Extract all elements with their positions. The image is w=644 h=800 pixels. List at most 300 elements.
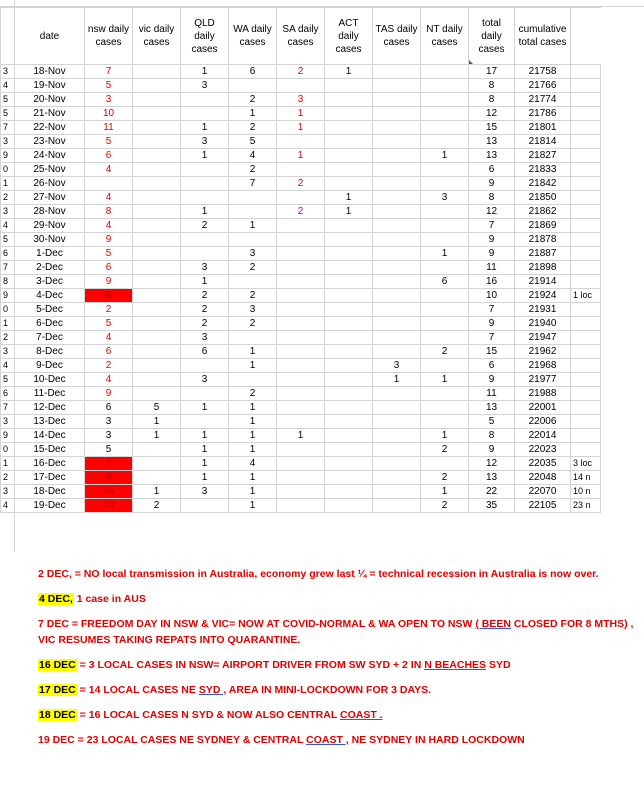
cell-note[interactable]: 23 n [571, 499, 601, 513]
cell-tas[interactable] [373, 415, 421, 429]
cell-qld[interactable]: 1 [181, 149, 229, 163]
cell-total[interactable]: 9 [469, 177, 515, 191]
cell-cum[interactable]: 22070 [515, 485, 571, 499]
cell-date[interactable]: 19-Dec [15, 499, 85, 513]
cell-qld[interactable]: 1 [181, 457, 229, 471]
cell-nt[interactable] [421, 457, 469, 471]
cell-total[interactable]: 9 [469, 233, 515, 247]
col-header-extra[interactable] [571, 8, 601, 65]
row-number[interactable]: 9 [1, 429, 15, 443]
cell-qld[interactable] [181, 177, 229, 191]
cell-total[interactable]: 9 [469, 317, 515, 331]
cell-note[interactable] [571, 191, 601, 205]
cell-total[interactable]: 7 [469, 331, 515, 345]
col-header-cumulative[interactable]: cumulative total cases [515, 8, 571, 65]
cell-cum[interactable]: 21842 [515, 177, 571, 191]
cell-tas[interactable] [373, 65, 421, 79]
col-header-nsw[interactable]: nsw daily cases [85, 8, 133, 65]
cell-nt[interactable] [421, 107, 469, 121]
cell-total[interactable]: 7 [469, 219, 515, 233]
row-number[interactable]: 8 [1, 275, 15, 289]
cell-tas[interactable] [373, 303, 421, 317]
cell-act[interactable] [325, 359, 373, 373]
col-header-wa[interactable]: WA daily cases [229, 8, 277, 65]
cell-act[interactable] [325, 79, 373, 93]
row-number[interactable]: 5 [1, 373, 15, 387]
cell-vic[interactable]: 1 [133, 485, 181, 499]
cell-wa[interactable]: 1 [229, 345, 277, 359]
cell-nt[interactable]: 2 [421, 443, 469, 457]
cell-sa[interactable] [277, 373, 325, 387]
cell-wa[interactable]: 4 [229, 149, 277, 163]
cell-nsw[interactable]: 6 [85, 345, 133, 359]
cell-vic[interactable] [133, 163, 181, 177]
row-number[interactable]: 2 [1, 471, 15, 485]
cell-nt[interactable]: 6 [421, 275, 469, 289]
cell-vic[interactable] [133, 149, 181, 163]
cell-vic[interactable] [133, 205, 181, 219]
cell-note[interactable] [571, 121, 601, 135]
cell-nsw[interactable]: 10 [85, 107, 133, 121]
cell-sa[interactable]: 2 [277, 65, 325, 79]
cell-date[interactable]: 30-Nov [15, 233, 85, 247]
cell-total[interactable]: 5 [469, 415, 515, 429]
cell-vic[interactable] [133, 345, 181, 359]
cell-tas[interactable] [373, 289, 421, 303]
row-number[interactable]: 6 [1, 247, 15, 261]
cell-tas[interactable] [373, 205, 421, 219]
cell-vic[interactable] [133, 219, 181, 233]
cell-tas[interactable] [373, 79, 421, 93]
cell-tas[interactable] [373, 499, 421, 513]
cell-sa[interactable]: 1 [277, 107, 325, 121]
cell-vic[interactable] [133, 373, 181, 387]
cell-nt[interactable] [421, 387, 469, 401]
cell-nsw[interactable]: 2 [85, 303, 133, 317]
cell-nsw[interactable]: 30 [85, 499, 133, 513]
cell-qld[interactable]: 1 [181, 429, 229, 443]
cell-wa[interactable]: 1 [229, 401, 277, 415]
cell-nt[interactable] [421, 177, 469, 191]
cell-date[interactable]: 15-Dec [15, 443, 85, 457]
cell-cum[interactable]: 21977 [515, 373, 571, 387]
cell-qld[interactable] [181, 415, 229, 429]
cell-wa[interactable] [229, 205, 277, 219]
cell-vic[interactable] [133, 359, 181, 373]
row-number[interactable]: 7 [1, 401, 15, 415]
cell-nsw[interactable]: 6 [85, 289, 133, 303]
cell-note[interactable] [571, 233, 601, 247]
cell-date[interactable]: 29-Nov [15, 219, 85, 233]
cell-nsw[interactable]: 16 [85, 485, 133, 499]
cell-total[interactable]: 15 [469, 345, 515, 359]
cell-nsw[interactable]: 5 [85, 79, 133, 93]
cell-qld[interactable]: 3 [181, 373, 229, 387]
cell-nt[interactable] [421, 65, 469, 79]
cell-cum[interactable]: 21862 [515, 205, 571, 219]
cell-cum[interactable]: 21878 [515, 233, 571, 247]
cell-qld[interactable]: 1 [181, 471, 229, 485]
cell-tas[interactable] [373, 331, 421, 345]
cell-total[interactable]: 12 [469, 457, 515, 471]
col-header-vic[interactable]: vic daily cases [133, 8, 181, 65]
cell-date[interactable]: 28-Nov [15, 205, 85, 219]
cell-tas[interactable] [373, 401, 421, 415]
cell-cum[interactable]: 21968 [515, 359, 571, 373]
cell-vic[interactable]: 1 [133, 415, 181, 429]
cell-sa[interactable]: 2 [277, 205, 325, 219]
cell-total[interactable]: 22 [469, 485, 515, 499]
cell-vic[interactable] [133, 191, 181, 205]
cell-note[interactable] [571, 373, 601, 387]
cell-note[interactable] [571, 205, 601, 219]
cell-nsw[interactable]: 9 [85, 233, 133, 247]
cell-total[interactable]: 10 [469, 289, 515, 303]
cell-date[interactable]: 5-Dec [15, 303, 85, 317]
cell-date[interactable]: 16-Dec [15, 457, 85, 471]
cell-nsw[interactable] [85, 177, 133, 191]
cell-note[interactable] [571, 359, 601, 373]
cell-cum[interactable]: 21833 [515, 163, 571, 177]
cell-nsw[interactable]: 3 [85, 93, 133, 107]
cell-vic[interactable] [133, 247, 181, 261]
cell-cum[interactable]: 22048 [515, 471, 571, 485]
row-number[interactable]: 4 [1, 219, 15, 233]
cell-qld[interactable] [181, 107, 229, 121]
cell-nt[interactable] [421, 205, 469, 219]
cell-wa[interactable]: 1 [229, 107, 277, 121]
row-number[interactable]: 9 [1, 149, 15, 163]
cell-sa[interactable] [277, 219, 325, 233]
cell-note[interactable] [571, 149, 601, 163]
cell-qld[interactable]: 1 [181, 443, 229, 457]
cell-qld[interactable]: 3 [181, 135, 229, 149]
cell-total[interactable]: 11 [469, 261, 515, 275]
cell-qld[interactable]: 2 [181, 317, 229, 331]
cell-nt[interactable] [421, 163, 469, 177]
cell-nsw[interactable]: 8 [85, 205, 133, 219]
cell-nt[interactable] [421, 415, 469, 429]
cell-sa[interactable] [277, 289, 325, 303]
cell-tas[interactable]: 1 [373, 373, 421, 387]
cell-cum[interactable]: 21988 [515, 387, 571, 401]
cell-tas[interactable] [373, 219, 421, 233]
cell-cum[interactable]: 22105 [515, 499, 571, 513]
cell-qld[interactable]: 1 [181, 401, 229, 415]
cell-vic[interactable] [133, 79, 181, 93]
cell-act[interactable] [325, 93, 373, 107]
cell-nsw[interactable]: 4 [85, 191, 133, 205]
cell-vic[interactable] [133, 331, 181, 345]
cell-vic[interactable] [133, 289, 181, 303]
cell-vic[interactable] [133, 275, 181, 289]
cell-sa[interactable] [277, 135, 325, 149]
cell-date[interactable]: 9-Dec [15, 359, 85, 373]
cell-tas[interactable] [373, 247, 421, 261]
cell-nt[interactable] [421, 135, 469, 149]
cell-cum[interactable]: 21801 [515, 121, 571, 135]
col-header-act[interactable]: ACT daily cases [325, 8, 373, 65]
col-header-tas[interactable]: TAS daily cases [373, 8, 421, 65]
cell-note[interactable] [571, 247, 601, 261]
cell-nsw[interactable]: 4 [85, 331, 133, 345]
cell-nt[interactable]: 1 [421, 429, 469, 443]
cell-date[interactable]: 26-Nov [15, 177, 85, 191]
cell-tas[interactable] [373, 485, 421, 499]
cell-nsw[interactable]: 5 [85, 247, 133, 261]
cell-nsw[interactable]: 4 [85, 373, 133, 387]
cell-date[interactable]: 22-Nov [15, 121, 85, 135]
cell-tas[interactable] [373, 107, 421, 121]
cell-qld[interactable]: 1 [181, 65, 229, 79]
cell-wa[interactable]: 1 [229, 443, 277, 457]
cell-qld[interactable]: 1 [181, 205, 229, 219]
cell-vic[interactable] [133, 303, 181, 317]
cell-total[interactable]: 8 [469, 93, 515, 107]
row-number[interactable]: 4 [1, 79, 15, 93]
cell-qld[interactable] [181, 387, 229, 401]
cell-vic[interactable] [133, 121, 181, 135]
cell-cum[interactable]: 21931 [515, 303, 571, 317]
cell-note[interactable] [571, 415, 601, 429]
cell-cum[interactable]: 21924 [515, 289, 571, 303]
cell-date[interactable]: 20-Nov [15, 93, 85, 107]
cell-vic[interactable] [133, 135, 181, 149]
cell-act[interactable] [325, 289, 373, 303]
cell-note[interactable] [571, 443, 601, 457]
cell-wa[interactable]: 2 [229, 387, 277, 401]
cell-tas[interactable] [373, 429, 421, 443]
row-number[interactable]: 3 [1, 485, 15, 499]
row-number[interactable]: 5 [1, 233, 15, 247]
row-number[interactable]: 3 [1, 65, 15, 79]
cell-act[interactable] [325, 415, 373, 429]
cell-wa[interactable]: 6 [229, 65, 277, 79]
cell-total[interactable]: 8 [469, 191, 515, 205]
cell-nt[interactable] [421, 401, 469, 415]
cell-date[interactable]: 11-Dec [15, 387, 85, 401]
cell-total[interactable]: 9 [469, 443, 515, 457]
cell-nt[interactable]: 2 [421, 345, 469, 359]
cell-tas[interactable] [373, 93, 421, 107]
cell-cum[interactable]: 21898 [515, 261, 571, 275]
cell-nt[interactable]: 1 [421, 373, 469, 387]
cell-total[interactable]: 8 [469, 429, 515, 443]
cell-nsw[interactable]: 5 [85, 317, 133, 331]
cell-act[interactable] [325, 177, 373, 191]
row-number[interactable]: 7 [1, 121, 15, 135]
cell-act[interactable] [325, 121, 373, 135]
cell-date[interactable]: 1-Dec [15, 247, 85, 261]
cell-total[interactable]: 9 [469, 247, 515, 261]
cell-wa[interactable] [229, 79, 277, 93]
cell-total[interactable]: 13 [469, 401, 515, 415]
cell-wa[interactable]: 1 [229, 429, 277, 443]
cell-act[interactable]: 1 [325, 191, 373, 205]
cell-tas[interactable]: 3 [373, 359, 421, 373]
cell-wa[interactable]: 1 [229, 471, 277, 485]
cell-sa[interactable] [277, 303, 325, 317]
cell-act[interactable] [325, 275, 373, 289]
cell-wa[interactable]: 1 [229, 499, 277, 513]
cell-wa[interactable]: 2 [229, 261, 277, 275]
cell-sa[interactable] [277, 415, 325, 429]
cell-qld[interactable]: 1 [181, 121, 229, 135]
cell-cum[interactable]: 21869 [515, 219, 571, 233]
cell-note[interactable]: 3 loc [571, 457, 601, 471]
cell-wa[interactable]: 7 [229, 177, 277, 191]
cell-vic[interactable] [133, 457, 181, 471]
cell-vic[interactable] [133, 261, 181, 275]
cell-nsw[interactable]: 2 [85, 359, 133, 373]
cell-date[interactable]: 24-Nov [15, 149, 85, 163]
cell-tas[interactable] [373, 443, 421, 457]
cell-sa[interactable] [277, 191, 325, 205]
cell-qld[interactable]: 3 [181, 485, 229, 499]
cell-act[interactable] [325, 499, 373, 513]
cell-act[interactable] [325, 373, 373, 387]
cell-note[interactable] [571, 107, 601, 121]
row-number[interactable]: 1 [1, 457, 15, 471]
cell-total[interactable]: 15 [469, 121, 515, 135]
cell-act[interactable] [325, 163, 373, 177]
cell-cum[interactable]: 21814 [515, 135, 571, 149]
cell-wa[interactable]: 1 [229, 415, 277, 429]
cell-note[interactable]: 14 n [571, 471, 601, 485]
cell-sa[interactable] [277, 233, 325, 247]
cell-date[interactable]: 23-Nov [15, 135, 85, 149]
cell-date[interactable]: 27-Nov [15, 191, 85, 205]
cell-wa[interactable]: 2 [229, 317, 277, 331]
col-header-total[interactable] [469, 8, 515, 65]
cell-qld[interactable]: 3 [181, 331, 229, 345]
cell-tas[interactable] [373, 191, 421, 205]
row-number[interactable]: 7 [1, 261, 15, 275]
cell-sa[interactable]: 1 [277, 429, 325, 443]
cell-sa[interactable] [277, 387, 325, 401]
cell-tas[interactable] [373, 471, 421, 485]
cell-nt[interactable]: 1 [421, 149, 469, 163]
cell-nsw[interactable]: 7 [85, 457, 133, 471]
row-number[interactable]: 5 [1, 93, 15, 107]
cell-vic[interactable] [133, 387, 181, 401]
cell-nsw[interactable]: 6 [85, 261, 133, 275]
cell-nsw[interactable]: 11 [85, 121, 133, 135]
cell-cum[interactable]: 22035 [515, 457, 571, 471]
cell-note[interactable] [571, 303, 601, 317]
cell-nt[interactable] [421, 303, 469, 317]
cell-total[interactable]: 7 [469, 303, 515, 317]
cell-wa[interactable]: 2 [229, 163, 277, 177]
cell-vic[interactable] [133, 233, 181, 247]
cell-act[interactable] [325, 485, 373, 499]
cell-act[interactable] [325, 401, 373, 415]
cell-qld[interactable] [181, 499, 229, 513]
cell-cum[interactable]: 21914 [515, 275, 571, 289]
cell-sa[interactable] [277, 247, 325, 261]
cell-note[interactable] [571, 387, 601, 401]
cell-date[interactable]: 3-Dec [15, 275, 85, 289]
cell-act[interactable] [325, 233, 373, 247]
cell-act[interactable]: 1 [325, 65, 373, 79]
cell-nt[interactable] [421, 331, 469, 345]
cell-date[interactable]: 18-Dec [15, 485, 85, 499]
cell-date[interactable]: 7-Dec [15, 331, 85, 345]
cell-cum[interactable]: 21827 [515, 149, 571, 163]
cell-sa[interactable] [277, 345, 325, 359]
cell-tas[interactable] [373, 275, 421, 289]
cell-nsw[interactable]: 3 [85, 429, 133, 443]
cell-act[interactable] [325, 261, 373, 275]
cell-act[interactable] [325, 107, 373, 121]
row-number[interactable]: 1 [1, 177, 15, 191]
cell-qld[interactable]: 2 [181, 303, 229, 317]
cell-total[interactable]: 12 [469, 205, 515, 219]
cell-tas[interactable] [373, 121, 421, 135]
cell-note[interactable] [571, 177, 601, 191]
cell-nsw[interactable]: 4 [85, 219, 133, 233]
cell-nt[interactable] [421, 317, 469, 331]
col-header-sa[interactable]: SA daily cases [277, 8, 325, 65]
cell-nsw[interactable]: 5 [85, 135, 133, 149]
cell-nsw[interactable]: 6 [85, 401, 133, 415]
cell-vic[interactable]: 2 [133, 499, 181, 513]
cell-cum[interactable]: 21766 [515, 79, 571, 93]
cell-nsw[interactable]: 6 [85, 149, 133, 163]
row-number[interactable]: 3 [1, 345, 15, 359]
cell-note[interactable] [571, 93, 601, 107]
cell-cum[interactable]: 21887 [515, 247, 571, 261]
cell-note[interactable] [571, 345, 601, 359]
cell-date[interactable]: 4-Dec [15, 289, 85, 303]
cell-note[interactable] [571, 219, 601, 233]
cell-total[interactable]: 6 [469, 163, 515, 177]
cell-sa[interactable] [277, 471, 325, 485]
cell-nsw[interactable]: 3 [85, 415, 133, 429]
cell-act[interactable] [325, 135, 373, 149]
cell-act[interactable] [325, 345, 373, 359]
cell-note[interactable] [571, 331, 601, 345]
cell-sa[interactable] [277, 331, 325, 345]
cell-vic[interactable]: 5 [133, 401, 181, 415]
row-number[interactable]: 3 [1, 415, 15, 429]
cell-qld[interactable] [181, 163, 229, 177]
cell-note[interactable] [571, 317, 601, 331]
cell-wa[interactable]: 2 [229, 93, 277, 107]
cell-tas[interactable] [373, 261, 421, 275]
cell-note[interactable] [571, 261, 601, 275]
cell-nsw[interactable]: 7 [85, 65, 133, 79]
cell-nt[interactable]: 2 [421, 471, 469, 485]
cell-nt[interactable] [421, 289, 469, 303]
cell-nsw[interactable]: 9 [85, 471, 133, 485]
cell-sa[interactable] [277, 457, 325, 471]
cell-sa[interactable]: 2 [277, 177, 325, 191]
cell-nsw[interactable]: 5 [85, 443, 133, 457]
row-number[interactable]: 2 [1, 191, 15, 205]
cell-note[interactable] [571, 79, 601, 93]
cell-note[interactable] [571, 163, 601, 177]
cell-wa[interactable] [229, 373, 277, 387]
cell-qld[interactable] [181, 359, 229, 373]
cell-sa[interactable] [277, 317, 325, 331]
cell-nsw[interactable]: 4 [85, 163, 133, 177]
cell-date[interactable]: 18-Nov [15, 65, 85, 79]
cell-date[interactable]: 10-Dec [15, 373, 85, 387]
row-number[interactable]: 6 [1, 387, 15, 401]
cell-wa[interactable]: 5 [229, 135, 277, 149]
cell-wa[interactable] [229, 233, 277, 247]
